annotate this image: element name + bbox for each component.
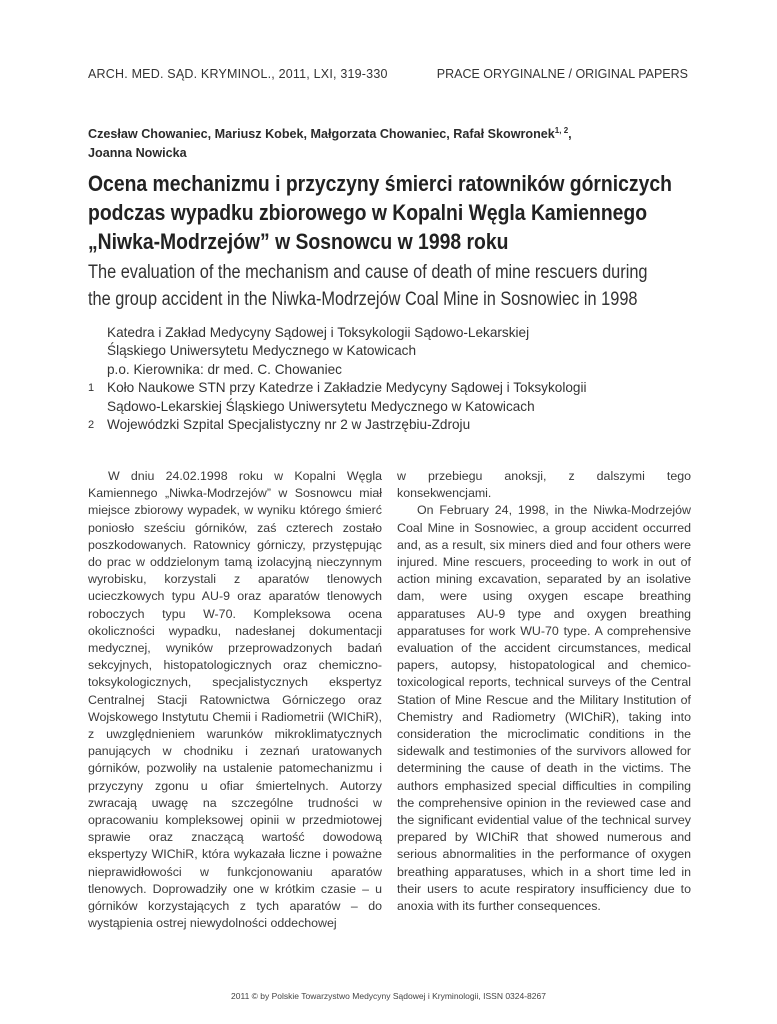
affiliation-line xyxy=(88,379,708,397)
section-label: PRACE ORYGINALNE / ORIGINAL PAPERS xyxy=(436,67,688,81)
affiliation-text: Sądowo-Lekarskiej Śląskiego Uniwersytetu Medycznego w Katowicach xyxy=(107,398,535,414)
affiliation-line xyxy=(88,398,708,416)
affiliation-line xyxy=(88,342,708,360)
affiliation-line xyxy=(88,361,708,379)
journal-citation: ARCH. MED. SĄD. KRYMINOL., 2011, LXI, 319-330 xyxy=(88,67,388,81)
author-names: Czesław Chowaniec, Mariusz Kobek, Małgorzata Chowaniec, Rafał Skowronek xyxy=(88,127,555,141)
affiliation-text: Wojewódzki Szpital Specjalistyczny nr 2 w Jastrzębiu-Zdroju xyxy=(107,417,471,433)
title-english-line: The evaluation of the mechanism and cause of death of mine rescuers during xyxy=(88,262,648,283)
author-line-1 xyxy=(88,121,688,144)
abstract-english: On February 24, 1998, in the Niwka-Modrzejów Coal Mine in Sosnowiec, a group accident occurred and, as a result, six miners died and four others were injured. Mine rescuers, proceeding to work in out of action mining excavation, separated by an isolative dam, were using oxygen escape breathing apparatuses AU-9 type and oxygen breathing apparatuses for work WU-70 type. A comprehensive evaluation of the accident circumstances, medical papers, autopsy, histopatological and chemico-toxicological reports, technical surveys of the Central Station of Mine Rescue and the Military Institution of Chemistry and Radiometry (WIChiR), taking into consideration the microclimatic conditions in the sidewalk and testimonies of the survivors allowed for determining the cause of death in the victims. The authors emphasized special difficulties in compiling the comprehensive opinion in the reviewed case and the significant evidential value of the technical survey prepared by WIChiR that showed numerous and serious abnormalities in the performance of oxygen breathing apparatuses, which in a short time led in their users to acute respiratory insufficiency due to anoxia with its further consequences. xyxy=(397,503,691,914)
abstract-column-left xyxy=(88,468,382,932)
affiliation-line xyxy=(88,416,708,434)
title-polish-line: podczas wypadku zbiorowego w Kopalni Węgla Kamiennego xyxy=(88,200,648,225)
author-list xyxy=(88,121,688,163)
copyright-footer: 2011 © by Polskie Towarzystwo Medycyny Sądowej i Kryminologii, ISSN 0324-8267 xyxy=(231,991,546,1001)
affiliation-text: p.o. Kierownika: dr med. C. Chowaniec xyxy=(107,361,342,377)
affiliation-mark: 1 xyxy=(88,382,95,395)
affiliation-text: Katedra i Zakład Medycyny Sądowej i Toksykologii Sądowo-Lekarskiej xyxy=(107,325,530,340)
abstract-column-right xyxy=(397,468,691,915)
title-polish xyxy=(88,169,672,256)
title-english-line: the group accident in the Niwka-Modrzejów Coal Mine in Sosnowiec in 1998 xyxy=(88,289,638,310)
abstract-polish-continued: w przebiegu anoksji, z dalszymi tego konsekwencjami. xyxy=(397,469,691,501)
title-english xyxy=(88,259,648,313)
title-polish-line: Ocena mechanizmu i przyczyny śmierci ratowników górniczych xyxy=(88,171,672,196)
abstract-polish: W dniu 24.02.1998 roku w Kopalni Węgla Kamiennego „Niwka-Modrzejów” w Sosnowcu miał miejsce zbiorowy wypadek, w wyniku którego śmierć poniosło sześciu górników, zaś czterech zostało poszkodowanych. Ratownicy górniczy, przystępując do prac w oddzielonym tamą izolacyjną nieczynnym wyrobisku, korzystali z aparatów tlenowych ucieczkowych typu AU-9 oraz aparatów tlenowych roboczych typu W-70. Kompleksowa ocena okoliczności wypadku, nadesłanej dokumentacji medycznej, wyników przeprowadzonych badań sekcyjnych, histopatologicznych oraz chemiczno-toksykologicznych, specjalistycznych ekspertyz Centralnej Stacji Ratownictwa Górniczego oraz Wojskowego Instytutu Chemii i Radiometrii (WIChiR), z uwzględnieniem warunków mikroklimatycznych panujących w chodniku i zeznań uratowanych górników, pozwoliły na ustalenie patomechanizmu i przyczyny zgonu u ofiar śmiertelnych. Autorzy zwracają uwagę na szczególne trudności w opracowaniu kompleksowej opinii w przedmiotowej sprawie oraz znaczącą wartość dowodową ekspertyzy WIChiR, która wykazała liczne i poważne nieprawidłowości w funkcjonowaniu aparatów tlenowych. Doprowadziły one w krótkim czasie – u górników korzystających z tych aparatów – do wystąpienia ostrej niewydolności oddechowej xyxy=(88,469,382,931)
affiliation-text: Śląskiego Uniwersytetu Medycznego w Katowicach xyxy=(107,343,417,359)
author-comma: , xyxy=(568,127,572,141)
title-polish-line: „Niwka-Modrzejów” w Sosnowcu w 1998 roku xyxy=(88,229,509,254)
author-affiliation-marks: 1, 2 xyxy=(554,126,569,135)
affiliation-mark: 2 xyxy=(88,419,95,432)
affiliation-text: Koło Naukowe STN przy Katedrze i Zakładzie Medycyny Sądowej i Toksykologii xyxy=(107,380,587,396)
affiliations xyxy=(88,324,708,434)
affiliation-line xyxy=(88,324,708,342)
author-line-2: Joanna Nowicka xyxy=(88,146,187,160)
